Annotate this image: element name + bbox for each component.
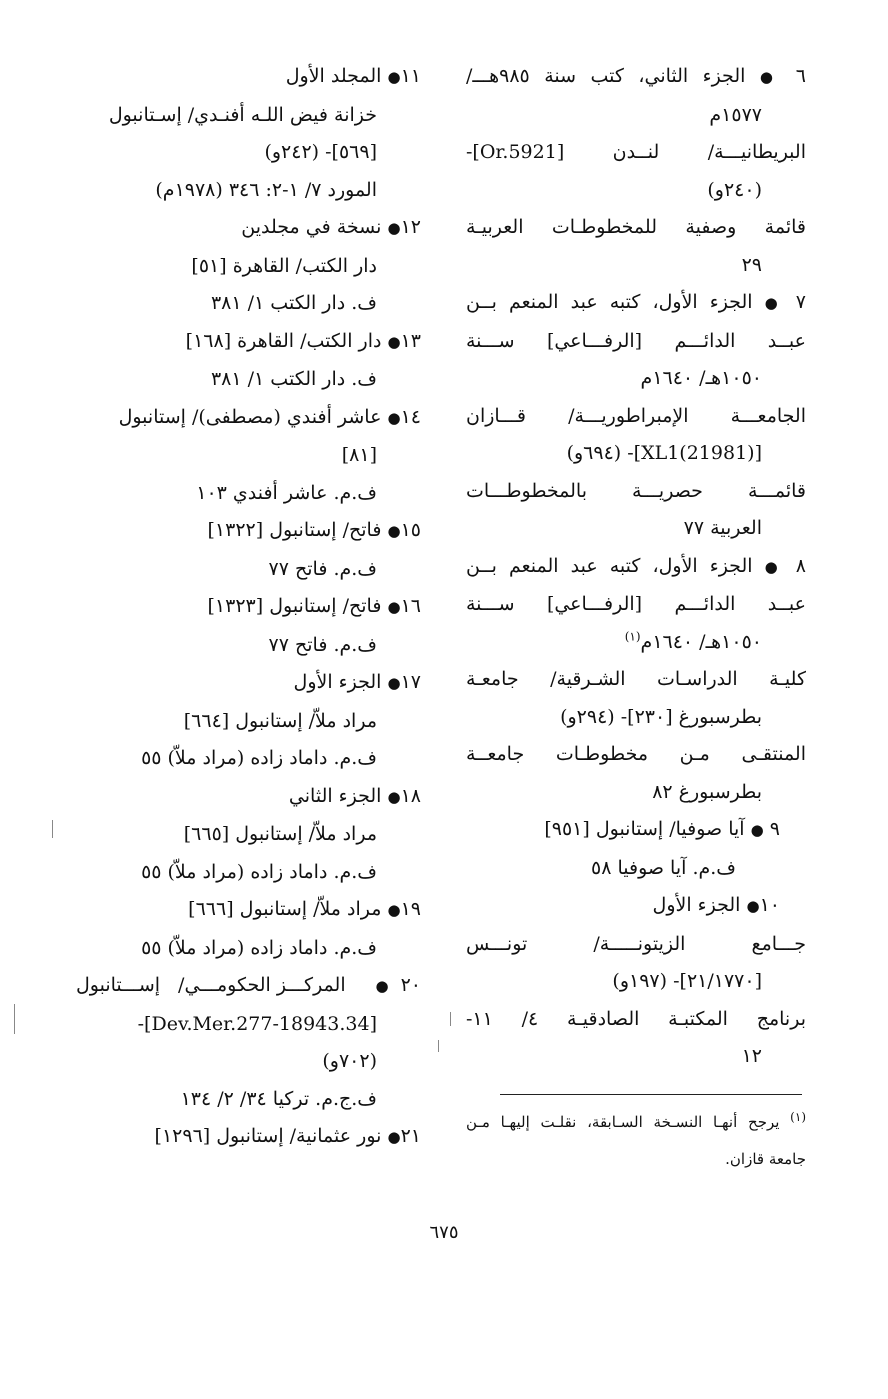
entry-first-line [466, 811, 806, 850]
entry-line: قائمـــة حصريـــة بالمخطوطـــات [466, 479, 806, 502]
catalog-entry [76, 58, 421, 209]
entry-heading: آيا صوفيا/ إستانبول [٩٥١] [544, 818, 745, 840]
entry-line: (٧٠٢و) [322, 1050, 377, 1072]
entry-line: ف.م. داماد زاده (مراد ملاّ) ٥٥ [141, 860, 377, 883]
entry-number: ١١ [400, 65, 421, 87]
bullet-icon: ● [387, 408, 401, 427]
entry-first-line [466, 58, 806, 97]
bullet-icon: ● [387, 598, 401, 616]
entry-line: برنامج المكتبـة الصادقيـة ٤/ ١١- [466, 1007, 806, 1030]
entry-line: [٥٦٩]- (٢٤٢و) [264, 141, 377, 163]
entry-number: ١٨ [400, 784, 421, 807]
entry-number: ١٢ [400, 216, 421, 238]
entry-heading: المركـــز الحكومـــي/ إســـتانبول [76, 974, 346, 996]
entry-line: العربية ٧٧ [683, 517, 762, 539]
catalog-entry [76, 1118, 421, 1157]
catalog-entry [76, 323, 421, 399]
catalog-entry [76, 588, 421, 664]
entry-line: ف.م. فاتح ٧٧ [268, 633, 377, 656]
entry-line: عبــد الدائـــم [الرفـــاعي] ســـنة [466, 593, 806, 615]
scan-speck [450, 1012, 451, 1026]
catalog-entry [76, 891, 421, 967]
entry-line: ف.م. آيا صوفيا ٥٨ [591, 856, 736, 879]
entry-first-line [76, 891, 421, 930]
entry-line: ف.م. داماد زاده (مراد ملاّ) ٥٥ [141, 747, 377, 769]
entry-line: ف. دار الكتب ١/ ٣٨١ [210, 292, 377, 314]
entry-line: ٢٩ [741, 253, 762, 276]
bullet-icon: ● [387, 787, 401, 806]
entry-line: ف.م. داماد زاده (مراد ملاّ) ٥٥ [141, 936, 377, 959]
entry-number: ١٠ [759, 894, 780, 916]
entry-number: ١٤ [400, 405, 421, 428]
right-column [466, 58, 806, 1076]
entry-line: بطرسبورغ ٨٢ [652, 780, 762, 803]
entry-number: ١٣ [400, 329, 421, 352]
bullet-icon: ● [764, 557, 784, 576]
entry-line: كليـة الدراسـات الشـرقية/ جامعـة [466, 668, 806, 690]
footnote-marker: (١) [790, 1110, 806, 1124]
catalog-entry [466, 811, 806, 887]
bullet-icon: ● [387, 219, 401, 237]
entry-first-line [76, 664, 421, 703]
entry-line [466, 624, 806, 662]
entry-line: قائمة وصفية للمخطوطـات العربيـة [466, 216, 806, 238]
entry-line: (٢٤٠و) [707, 178, 762, 201]
entry-line: [XL1(21981)]- (٦٩٤و) [566, 442, 762, 464]
entry-heading: الجزء الأول، كتبه عبد المنعم بــن [466, 554, 753, 577]
bullet-icon: ● [387, 522, 401, 540]
entry-first-line [76, 209, 421, 248]
footnote-divider [500, 1094, 802, 1095]
footnote-reference[interactable]: (١) [624, 629, 641, 644]
bullet-icon: ● [363, 977, 401, 995]
bullet-icon: ● [387, 1128, 401, 1146]
entry-number: ٧ [795, 291, 806, 313]
entry-first-line [466, 548, 806, 587]
entry-heading: الجزء الأول [652, 894, 741, 916]
entry-number: ٨ [795, 554, 806, 577]
entry-line: عبــد الدائـــم [الرفـــاعي] ســـنة [466, 329, 806, 352]
entry-heading: الجزء الأول، كتبه عبد المنعم بــن [466, 291, 753, 313]
entry-heading: نور عثمانية/ إستانبول [١٢٩٦] [154, 1125, 382, 1147]
entry-heading: فاتح/ إستانبول [١٣٢٢] [207, 519, 382, 541]
entry-line: مراد ملاّ/ إستانبول [٦٦٥] [183, 823, 377, 845]
entry-line: ١٥٧٧م [709, 103, 762, 126]
footnote [466, 1104, 806, 1178]
entry-line-text: ١٠٥٠هـ/ ١٦٤٠م [640, 630, 762, 653]
catalog-entry [466, 58, 806, 284]
entry-line: خزانة فيض اللـه أفنـدي/ إسـتانبول [108, 103, 377, 126]
entry-line: جـــامع الزيتونـــــة/ تونـــس [466, 932, 806, 955]
left-column [76, 58, 421, 1157]
catalog-entry [76, 399, 421, 513]
catalog-entry [466, 548, 806, 812]
bullet-icon: ● [746, 897, 760, 915]
entry-heading: دار الكتب/ القاهرة [١٦٨] [185, 329, 382, 352]
bullet-icon: ● [387, 332, 401, 351]
footnote-text: يرجح أنهـا النسـخة السـابقة، نقلـت إليهـا مـن [466, 1113, 780, 1131]
entry-first-line [466, 887, 806, 926]
entry-first-line [76, 399, 421, 438]
scan-speck [14, 1004, 15, 1034]
entry-number: ٢١ [400, 1125, 421, 1147]
entry-line: المورد ٧/ ١-٢: ٣٤٦ (١٩٧٨م) [155, 178, 377, 201]
entry-line: الجامعـــة الإمبراطوريـــة/ قـــازان [466, 404, 806, 427]
entry-heading: الجزء الأول [293, 671, 382, 693]
catalog-entry [76, 209, 421, 323]
entry-line: [٢١/١٧٧٠]- (١٩٧و) [612, 970, 762, 992]
entry-number: ٢٠ [400, 974, 421, 996]
entry-first-line [76, 1118, 421, 1157]
entry-heading: نسخة في مجلدين [241, 216, 382, 238]
catalog-entry [76, 512, 421, 588]
entry-line: ف.م. عاشر أفندي ١٠٣ [196, 481, 377, 504]
entry-line: المنتقـى مـن مخطوطـات جامعــة [466, 743, 806, 765]
entry-heading: فاتح/ إستانبول [١٣٢٣] [207, 595, 382, 617]
entry-first-line [76, 58, 421, 97]
bullet-icon: ● [387, 68, 401, 86]
entry-heading: مراد ملاّ/ إستانبول [٦٦٦] [188, 898, 382, 920]
entry-line: [٨١] [341, 444, 377, 466]
entry-first-line [76, 323, 421, 362]
entry-line: [34.Dev.Mer.277-18943]- [137, 1012, 377, 1035]
catalog-entry [466, 284, 806, 548]
bullet-icon: ● [750, 821, 764, 839]
bullet-icon: ● [764, 294, 784, 312]
entry-heading: الجزء الثاني [288, 784, 382, 807]
entry-number: ٩ [769, 818, 780, 840]
entry-line: ١٢ [741, 1045, 762, 1067]
bullet-icon: ● [387, 901, 401, 919]
entry-line: مراد ملاّ/ إستانبول [٦٦٤] [183, 709, 377, 732]
scan-speck [52, 820, 53, 838]
entry-line: دار الكتب/ القاهرة [٥١] [191, 254, 377, 277]
footnote-line [466, 1104, 806, 1141]
entry-heading: عاشر أفندي (مصطفى)/ إستانبول [118, 405, 382, 428]
entry-line: ف. دار الكتب ١/ ٣٨١ [210, 368, 377, 390]
page-number: ٦٧٥ [429, 1222, 459, 1243]
entry-line: بطرسبورغ [٢٣٠]- (٢٩٤و) [560, 705, 762, 728]
entry-line: ١٠٥٠هـ/ ١٦٤٠م [640, 367, 762, 389]
entry-first-line [466, 284, 806, 323]
entry-first-line [76, 512, 421, 551]
footnote-line: جامعة قازان. [725, 1150, 806, 1168]
entry-line: ف.م. فاتح ٧٧ [268, 557, 377, 580]
catalog-entry [466, 887, 806, 1076]
entry-number: ١٥ [400, 519, 421, 541]
entry-first-line [76, 778, 421, 817]
catalog-entry [76, 664, 421, 778]
entry-first-line [76, 588, 421, 627]
entry-number: ١٩ [400, 898, 421, 920]
entry-line: البريطانيـــة/ لنــدن [Or.5921]- [466, 141, 806, 163]
bullet-icon: ● [759, 68, 782, 86]
entry-first-line [76, 967, 421, 1006]
entry-number: ٦ [795, 65, 806, 87]
entry-heading: الجزء الثاني، كتب سنة ٩٨٥هـــ/ [466, 65, 746, 87]
entry-number: ١٧ [400, 671, 421, 693]
catalog-entry [76, 967, 421, 1118]
catalog-entry [76, 778, 421, 892]
entry-line: ف.ج.م. تركيا ٣٤/ ٢/ ١٣٤ [180, 1087, 377, 1110]
bullet-icon: ● [387, 674, 401, 692]
scan-speck [438, 1040, 439, 1052]
entry-heading: المجلد الأول [285, 65, 382, 87]
entry-number: ١٦ [400, 595, 421, 617]
